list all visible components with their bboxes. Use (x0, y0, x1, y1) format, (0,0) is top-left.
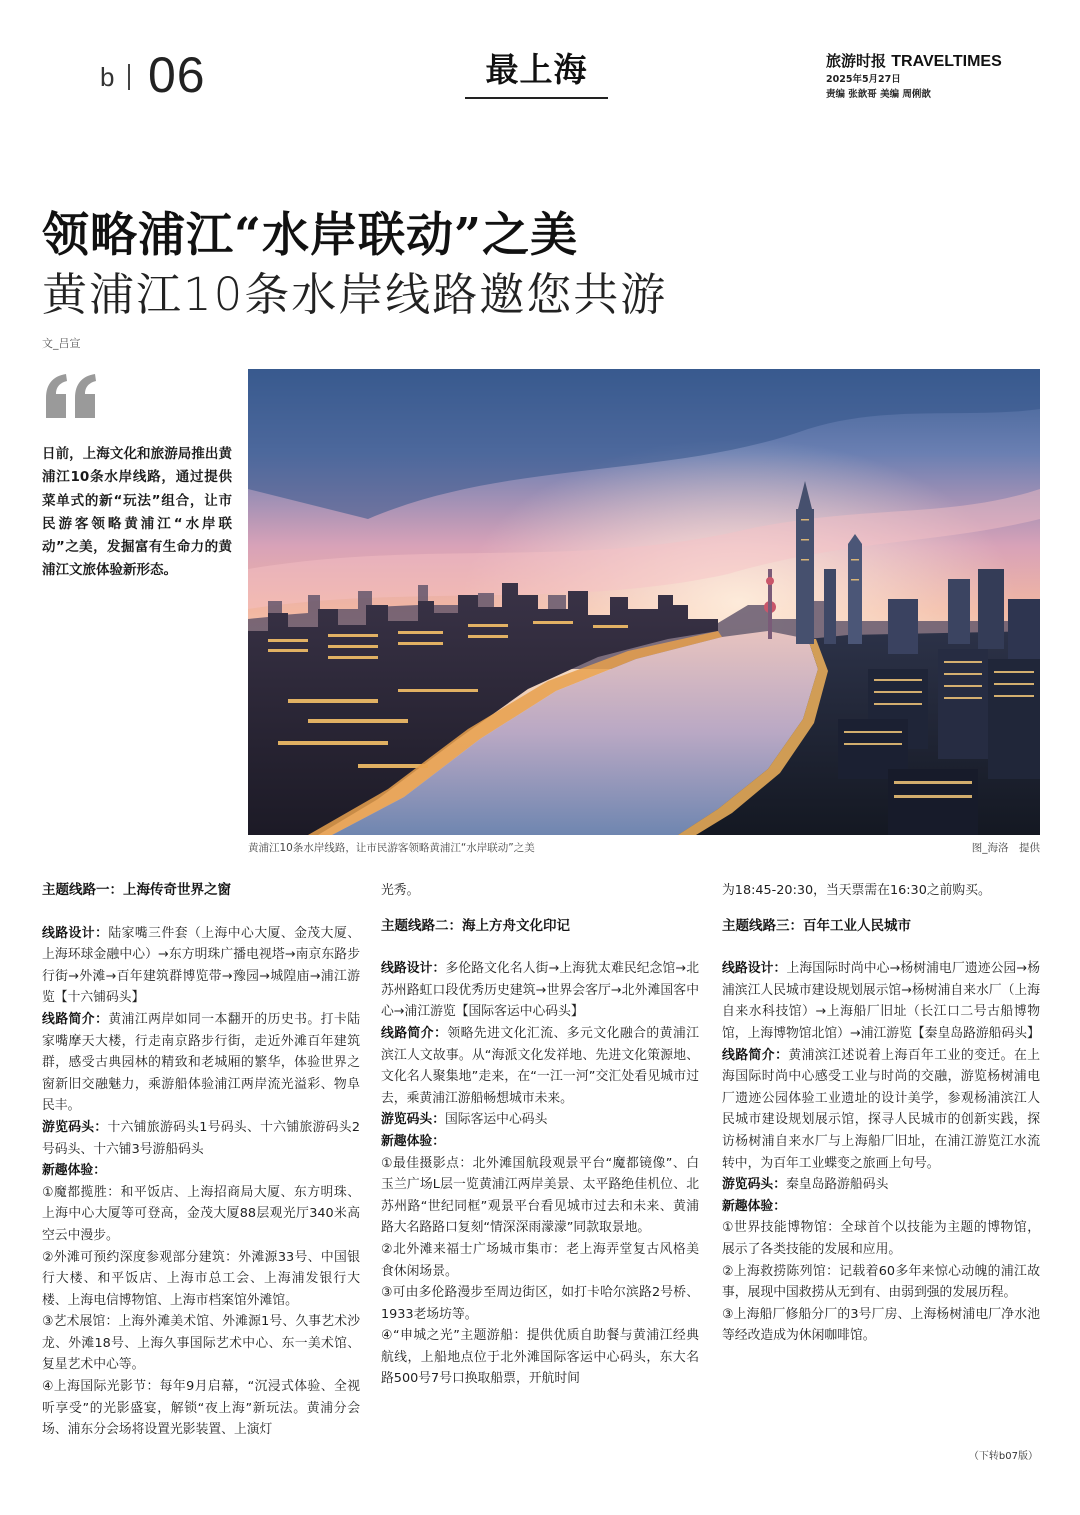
route-3-title: 主题线路三：百年工业人民城市 (722, 917, 911, 934)
column-route-3 (722, 880, 1040, 1347)
route-2-continued: 为18:45-20:30，当天票需在16:30之前购买。 (722, 883, 991, 898)
article-title: 领略浦江“水岸联动”之美 (42, 208, 579, 263)
issue-date: 2025年5月27日 (826, 74, 901, 85)
section-title: 最上海 (485, 50, 588, 89)
route-1-design: 线路设计：陆家嘴三件套（上海中心大厦、金茂大厦、上海环球金融中心）→东方明珠广播电视塔→南京东路步行街→外滩→百年建筑群博览带→豫园→城隍庙→浦江游览【十六铺码头】 (42, 925, 361, 1006)
route-2-exp-4: ④“申城之光”主题游船：提供优质自助餐与黄浦江经典航线，上船地点位于北外滩国际客运中心码头，东大名路500号7号口换取船票，开航时间 (381, 1328, 699, 1387)
photo-caption: 黄浦江10条水岸线路，让市民游客领略黄浦江“水岸联动”之美 (248, 842, 535, 854)
route-1-pier: 游览码头：十六铺旅游码头1号码头、十六铺旅游码头2号码头、十六铺3号游船码头 (42, 1119, 360, 1157)
paper-name-cn: 旅游时报 (826, 52, 887, 70)
route-2-pier: 游览码头：国际客运中心码头 (381, 1112, 548, 1128)
route-2-exp-label: 新趣体验： (381, 1133, 445, 1149)
continued-on-next-page: （下转b07版） (968, 1451, 1038, 1462)
route-1-title: 主题线路一：上海传奇世界之窗 (42, 882, 231, 898)
route-3-pier: 游览码头：秦皇岛路游船码头 (722, 1177, 889, 1193)
route-1-exp-label: 新趣体验： (42, 1163, 106, 1179)
byline: 文_吕宣 (42, 337, 81, 350)
route-3-exp-1: ①世界技能博物馆：全球首个以技能为主题的博物馆，展示了各类技能的发展和应用。 (722, 1220, 1040, 1257)
route-3-design: 线路设计：上海国际时尚中心→杨树浦电厂遗迹公园→杨浦滨江人民城市建设规划展示馆→杨树浦自来水厂（上海自来水科技馆）→上海船厂旧址（长江口二号古船博物馆，上海博物馆北馆）→浦江游览【秦皇岛路游船码头】 (722, 961, 1040, 1041)
route-1-continued: 光秀。 (381, 883, 420, 898)
article-subtitle: 黄浦江10条水岸线路邀您共游 (42, 268, 668, 321)
route-2-exp-3: ③可由多伦路漫步至周边街区，如打卡哈尔滨路2号桥、1933老场坊等。 (381, 1285, 699, 1322)
route-3-exp-label: 新趣体验： (722, 1198, 786, 1214)
page-number-divider (128, 64, 130, 90)
route-1-exp-4: ④上海国际光影节：每年9月启幕，“沉浸式体验、全视听享受”的光影盛宴，解锁“夜上海”新玩法。黄浦分会场、浦东分会场将设置光影装置、上演灯 (42, 1379, 360, 1438)
section-underline (465, 97, 608, 99)
route-3-exp-2: ②上海救捞陈列馆：记载着60多年来惊心动魄的浦江故事，展现中国救捞从无到有、由弱到强的发展历程。 (722, 1263, 1040, 1301)
route-1-exp-1: ①魔都揽胜：和平饭店、上海招商局大厦、东方明珠、上海中心大厦等可登高，金茂大厦88层观光厅340米高空云中漫步。 (42, 1184, 360, 1243)
route-1-exp-2: ②外滩可预约深度参观部分建筑：外滩源33号、中国银行大楼、和平饭店、上海市总工会、上海浦发银行大楼、上海电信博物馆、上海市档案馆外滩馆。 (42, 1249, 360, 1308)
editors: 责编 张歆哥 美编 周俐歆 (826, 89, 931, 100)
route-1-brief: 线路简介：黄浦江两岸如同一本翻开的历史书。打卡陆家嘴摩天大楼，行走南京路步行街，走近外滩百年建筑群，感受古典园林的精致和老城厢的繁华，体验世界之窗新旧交融魅力，乘游船体验浦江两岸流光溢彩、物阜民丰。 (42, 1011, 361, 1114)
route-2-design: 线路设计：多伦路文化名人街→上海犹太难民纪念馆→北苏州路虹口段优秀历史建筑→世界会客厅→北外滩国客中心→浦江游览【国际客运中心码头】 (381, 961, 699, 1020)
intro-paragraph: 日前，上海文化和旅游局推出黄浦江10条水岸线路，通过提供菜单式的新“玩法”组合，让市民游客领略黄浦江“水岸联动”之美，发掘富有生命力的黄浦江文旅体验新形态。 (42, 446, 232, 579)
column-route-2 (381, 880, 699, 1390)
route-2-brief: 线路简介：领略先进文化汇流、多元文化融合的黄浦江滨江人文故事。从“海派文化发祥地、先进文化策源地、文化名人聚集地”走来，在“一江一河”交汇处看见城市过去，乘黄浦江游船畅想城市未来。 (381, 1025, 700, 1106)
paper-name-en: TRAVELTIMES (891, 53, 1002, 70)
route-3-exp-3: ③上海船厂修船分厂的3号厂房、上海杨树浦电厂净水池等经改造成为休闲咖啡馆。 (722, 1306, 1040, 1344)
paper-name (826, 50, 1002, 71)
skyline-photo (248, 369, 1040, 835)
route-1-exp-3: ③艺术展馆：上海外滩美术馆、外滩源1号、久事艺术沙龙、外滩18号、上海久事国际艺术中心、东一美术馆、复星艺术中心等。 (42, 1314, 360, 1373)
route-3-brief: 线路简介：黄浦滨江述说着上海百年工业的变迁。在上海国际时尚中心感受工业与时尚的交融，游览杨树浦电厂遗迹公园体验工业遗址的设计美学，参观杨浦滨江人民城市建设规划展示馆，探寻人民城市的创新实践，探访杨树浦自来水厂与上海船厂旧址，在浦江游览江水流转中，为百年工业蝶变之旅画上句号。 (722, 1047, 1041, 1171)
open-quote-icon (42, 372, 100, 420)
route-2-title: 主题线路二：海上方舟文化印记 (381, 917, 570, 934)
column-route-1 (42, 880, 360, 1441)
photo-credit: 图_海洛 提供 (971, 842, 1040, 854)
route-2-exp-2: ②北外滩来福士广场城市集市：老上海弄堂复古风格美食休闲场景。 (381, 1241, 699, 1279)
page-letter: b (100, 62, 115, 92)
route-2-exp-1: ①最佳摄影点：北外滩国航段观景平台“魔都镜像”、白玉兰广场L层一览黄浦江两岸美景、太平路绝佳机位、北苏州路“世纪同框”观景平台看见城市过去和未来、黄浦路大名路路口复刻“情深深雨濛濛”同款取景地。 (381, 1155, 699, 1236)
page-number: 06 (148, 47, 206, 103)
